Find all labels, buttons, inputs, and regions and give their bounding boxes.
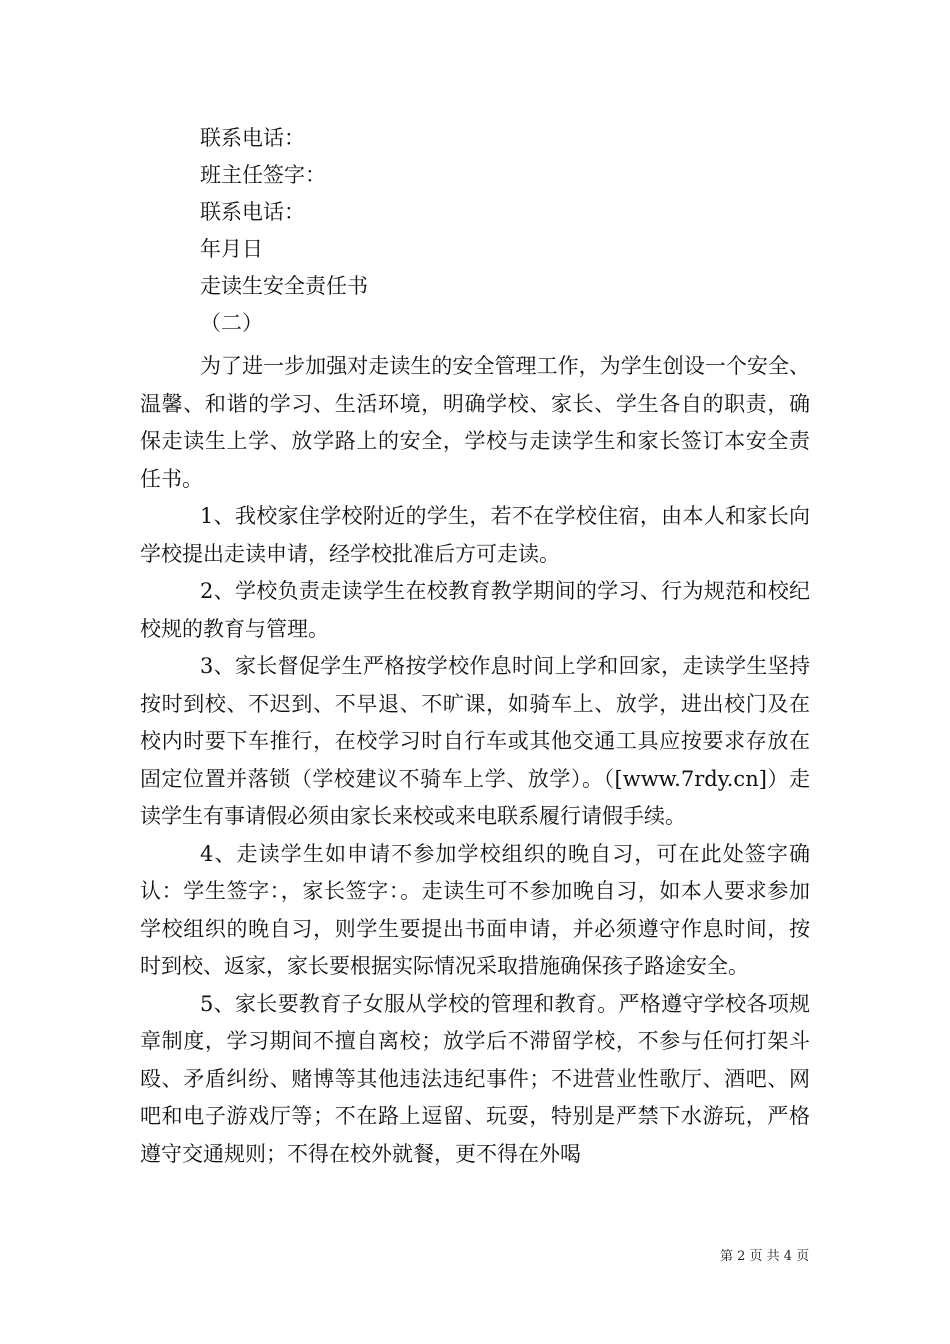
contact-phone-line-1: 联系电话： [200,126,305,150]
intro-paragraph: 为了进一步加强对走读生的安全管理工作，为学生创设一个安全、温馨、和谐的学习、生活环境，明确学校、家长、学生各自的职责，确保走读生上学、放学路上的安全，学校与走读学生和家长签订本安全责任书。 [140,354,810,491]
clause-4-paragraph: 4、走读学生如申请不参加学校组织的晚自习，可在此处签字确认：学生签字：，家长签字：。走读生可不参加晚自习，如本人要求参加学校组织的晚自习，则学生要提出书面申请，并必须遵守作息时间，按时到校、返家，家长要根据实际情况采取措施确保孩子路途安全。 [140,841,810,978]
teacher-signature-line: 班主任签字： [200,163,326,187]
document-title: 走读生安全责任书 [200,274,368,298]
page-number-footer: 第 2 页 共 4 页 [720,1249,810,1264]
document-body [140,120,810,1173]
clause-1-paragraph: 1、我校家住学校附近的学生，若不在学校住宿，由本人和家长向学校提出走读申请，经学校批准后方可走读。 [140,504,810,566]
section-number: （二） [200,311,263,335]
clause-5-paragraph: 5、家长要教育子女服从学校的管理和教育。严格遵守学校各项规章制度，学习期间不擅自离校；放学后不滞留学校，不参与任何打架斗殴、矛盾纠纷、赌博等其他违法违纪事件；不进营业性歌厅、酒吧、网吧和电子游戏厅等；不在路上逗留、玩耍，特别是严禁下水游玩，严格遵守交通规则；不得在校外就餐，更不得在外喝 [140,991,810,1166]
date-line: 年月日 [200,237,263,261]
clause-3-paragraph: 3、家长督促学生严格按学校作息时间上学和回家，走读学生坚持按时到校、不迟到、不早退、不旷课，如骑车上、放学，进出校门及在校内时要下车推行，在校学习时自行车或其他交通工具应按要求存放在固定位置并落锁（学校建议不骑车上学、放学）。（[www.7rdy.cn]）走读学生有事请假必须由家长来校或来电联系履行请假手续。 [140,654,810,828]
clause-2-paragraph: 2、学校负责走读学生在校教育教学期间的学习、行为规范和校纪校规的教育与管理。 [140,579,810,641]
contact-phone-line-2: 联系电话： [200,200,305,224]
